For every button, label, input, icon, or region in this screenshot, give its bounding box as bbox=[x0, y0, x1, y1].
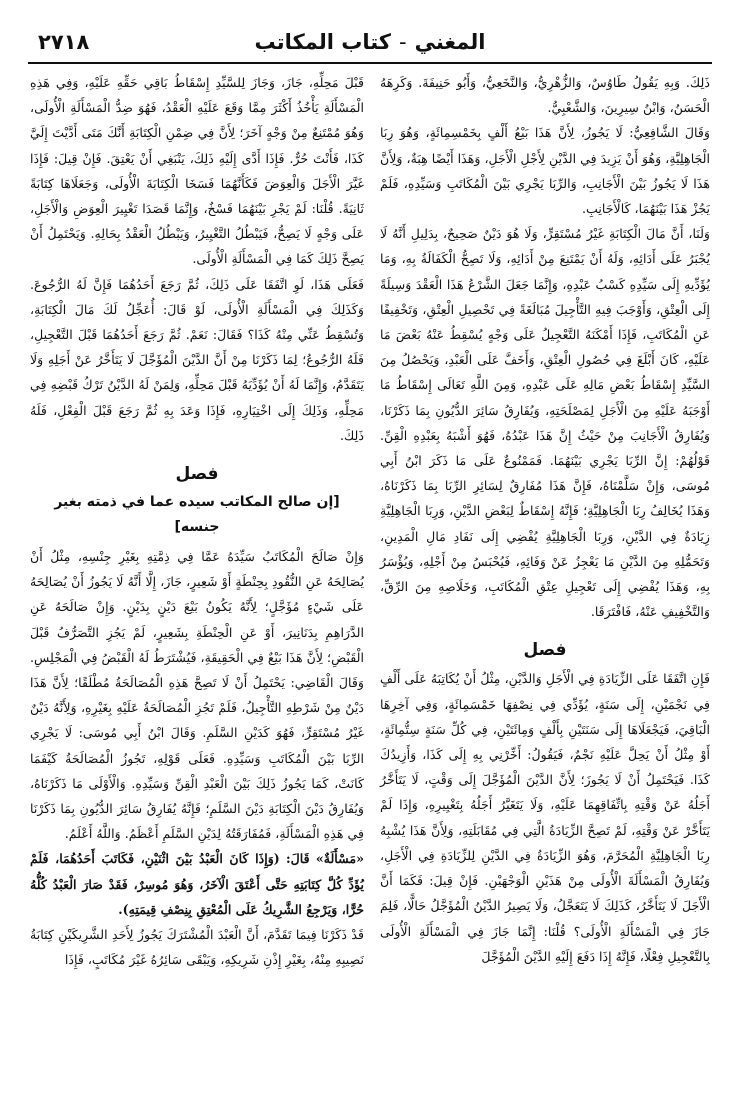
section-heading: فصل bbox=[523, 640, 567, 661]
paragraph: وَإِنْ صَالَحَ الْمُكَاتَبُ سَيِّدَهُ عَمَّا فِي ذِمَّتِهِ بِغَيْرِ جِنْسِهِ، مِثْلُ أَنْ يُصَالِحَهُ عَنِ النُّقُودِ بِحِنْطَةٍ أَوْ شَعِيرٍ، جَازَ، إِلَّا أَنَّهُ لَا يَجُوزُ أَنْ يُصَالِحَهُ عَلَى شَيْءٍ مُؤَجَّلٍ؛ لِأَنَّهُ يَكُونُ بَيْعَ دَيْنٍ بِدَيْنٍ. وَإِنْ صَالَحَهُ عَنِ الدَّرَاهِمِ بِدَنَانِيرَ، أَوْ عَنِ الْحِنْطَةِ بِشَعِيرٍ، لَمْ يَجُزِ التَّصَرُّفُ قَبْلَ الْقَبْضِ؛ لِأَنَّ هَذَا بَيْعٌ فِي الْحَقِيقَةِ، فَيُشْتَرَطُ لَهُ الْقَبْضُ فِي الْمَجْلِسِ. وَقَالَ الْقَاضِي: يَحْتَمِلُ أَنْ لَا تَصِحَّ هَذِهِ الْمُصَالَحَةُ مُطْلَقًا؛ لِأَنَّ هَذَا دَيْنٌ مِنْ شَرْطِهِ التَّأْجِيلُ، فَلَمْ تَجُزِ الْمُصَالَحَةُ عَلَيْهِ بِغَيْرِهِ، وَلِأَنَّهُ دَيْنٌ غَيْرُ مُسْتَقِرٍّ، فَهُوَ كَدَيْنِ السَّلَمِ. وَقَالَ ابْنُ أَبِي مُوسَى: لَا يَجْرِي الرِّبَا بَيْنَ الْمُكَاتَبِ وَسَيِّدِهِ. فَعَلَى قَوْلِهِ، تَجُوزُ الْمُصَالَحَةُ كَيْفَمَا كَانَتْ، كَمَا يَجُوزُ ذَلِكَ بَيْنَ الْعَبْدِ الْقِنِّ وَسَيِّدِهِ. وَالْأَوْلَى مَا ذَكَرْنَاهُ، وَيُفَارِقُ دَيْنَ الْكِتَابَةِ دَيْنَ السَّلَمِ؛ فَإِنَّهُ يُفَارِقُ سَائِرَ الدُّيُونِ بِمَا ذَكَرْنَا فِي هَذِهِ الْمَسْأَلَةِ، فَمُفَارَقَتُهُ لِدَيْنِ السَّلَمِ أَعْظَمُ. وَاللَّهُ أَعْلَمُ. bbox=[30, 549, 364, 842]
right-column bbox=[380, 70, 710, 1078]
paragraph: وَقَالَ الشَّافِعِيُّ: لَا يَجُوزُ، لِأَنَّ هَذَا بَيْعُ أَلْفٍ بِخَمْسِمِائَةٍ، وَهُوَ رِبَا الْجَاهِلِيَّةِ، وَهُوَ أَنْ يَزِيدَ فِي الدَّيْنِ لِأَجْلِ الْأَجَلِ، وَهَذَا أَيْضًا هِبَةٌ، وَلِأَنَّ هَذَا لَا يَجُوزُ بَيْنَ الْأَجَانِبِ، وَالرِّبَا يَجْرِي بَيْنَ الْمُكَاتَبِ وَسَيِّدِهِ، فَلَمْ يَجُزْ هَذَا بَيْنَهُمَا، كَالْأَجَانِبِ. bbox=[380, 125, 710, 217]
masala-qala: قَالَ: bbox=[285, 851, 310, 867]
paragraph: قَبْلَ مَحِلِّهِ، جَازَ، وَجَازَ لِلسَّيِّدِ إِسْقَاطُ بَاقِي حَقِّهِ عَلَيْهِ، وَفِي هَذِهِ الْمَسْأَلَةِ يَأْخُذُ أَكْثَرَ مِمَّا وَقَعَ عَلَيْهِ الْعَقْدُ، فَهُوَ ضِدُّ الْمَسْأَلَةِ الْأُولَى، وَهُوَ مُمْتَنِعٌ مِنْ وَجْهٍ آخَرَ؛ لِأَنَّ فِي ضِمْنِ الْكِتَابَةِ أَنَّكَ مَتَى أَدَّيْتَ إِلَيَّ كَذَا، فَأَنْتَ حُرٌّ. فَإِذَا أَدَّى إِلَيْهِ ذَلِكَ، يَنْبَغِي أَنْ يَعْتِقَ. فَإِنْ قِيلَ: فَإِذَا غَيَّرَ الْأَجَلَ وَالْعِوَضَ فَكَأَنَّهُمَا فَسَخَا الْكِتَابَةَ الْأُولَى، وَجَعَلَاهَا كِتَابَةً ثَانِيَةً. قُلْنَا: لَمْ يَجْرِ بَيْنَهُمَا فَسْخٌ، وَإِنَّمَا قَصَدَا تَغْيِيرَ الْعِوَضِ وَالْأَجَلِ، عَلَى وَجْهٍ لَا يَصِحُّ، فَيَبْطُلُ التَّغْيِيرُ، وَيَبْطُلُ الْعَقْدُ بِحَالِهِ. وَيَحْتَمِلُ أَنْ يَصِحَّ ذَلِكَ كَمَا فِي الْمَسْأَلَةِ الْأُولَى. bbox=[30, 75, 364, 267]
subsection-heading: [إن صالح المكاتب سيده عما في ذمته بغير جنسه] bbox=[54, 494, 340, 536]
page-header bbox=[28, 28, 712, 64]
masala-label: «مَسْأَلَةٌ» bbox=[315, 851, 364, 867]
paragraph: فَعَلَى هَذَا، لَوِ اتَّفَقَا عَلَى ذَلِكَ، ثُمَّ رَجَعَ أَحَدُهُمَا فَإِنَّ لَهُ الرُّجُوعَ. وَكَذَلِكَ فِي الْمَسْأَلَةِ الْأُولَى، لَوْ قَالَ: أُعَجِّلُ لَكَ مَالَ الْكِتَابَةِ، وَتُسْقِطُ عَنِّي مِنْهُ كَذَا؟ فَقَالَ: نَعَمْ. ثُمَّ رَجَعَ أَحَدُهُمَا قَبْلَ التَّعْجِيلِ، فَلَهُ الرُّجُوعُ؛ لِمَا ذَكَرْنَا مِنْ أَنَّ الدَّيْنَ الْمُؤَجَّلَ لَا يَتَأَخَّرُ عَنْ أَجَلِهِ وَلَا يَتَقَدَّمُ، وَإِنَّمَا لَهُ أَنْ يُؤَدِّيَهُ قَبْلَ مَحِلِّهِ، وَلِمَنْ لَهُ الدَّيْنُ تَرْكُ قَبْضِهِ فِي مَحِلِّهِ، وَذَلِكَ إِلَى اخْتِيَارِهِ، فَإِذَا وَعَدَ بِهِ ثُمَّ رَجَعَ قَبْلَ الْفِعْلِ، فَلَهُ ذَلِكَ. bbox=[30, 276, 364, 443]
left-column bbox=[30, 70, 364, 1078]
paragraph: وَلَنَا، أَنَّ مَالَ الْكِتَابَةِ غَيْرُ مُسْتَقِرٍّ، وَلَا هُوَ دَيْنٌ صَحِيحٌ، بِدَلِيلِ أَنَّهُ لَا يُجْبَرُ عَلَى أَدَائِهِ، وَلَهُ أَنْ يَمْتَنِعَ مِنْ أَدَائِهِ، وَلَا تَصِحُّ الْكَفَالَةُ بِهِ، وَمَا يُؤَدِّيهِ إِلَى سَيِّدِهِ كَسْبُ عَبْدِهِ، وَإِنَّمَا جَعَلَ الشَّرْعُ هَذَا الْعَقْدَ وَسِيلَةً إِلَى الْعِتْقِ، وَأَوْجَبَ فِيهِ التَّأْجِيلَ مُبَالَغَةً فِي تَحْصِيلِ الْعِتْقِ، وَتَخْفِيفًا عَنِ الْمُكَاتَبِ، فَإِذَا أَمْكَنَهُ التَّعْجِيلُ عَلَى وَجْهٍ يُسْقِطُ عَنْهُ بَعْضَ مَا عَلَيْهِ، كَانَ أَبْلَغَ فِي حُصُولِ الْعِتْقِ، وَأَخَفَّ عَلَى الْعَبْدِ، وَيَحْصُلُ مِنَ السَّيِّدِ إِسْقَاطُ بَعْضِ مَالِهِ عَلَى عَبْدِهِ، وَمِنَ اللَّهِ تَعَالَى إِسْقَاطُ مَا أَوْجَبَهُ عَلَيْهِ مِنَ الْأَجَلِ لِمَصْلَحَتِهِ، وَيُفَارِقُ سَائِرَ الدُّيُونِ بِمَا ذَكَرْنَا، وَيُفَارِقُ الْأَجَانِبَ مِنْ حَيْثُ إِنَّ هَذَا عَبْدُهُ، فَهُوَ أَشْبَهُ بِعَبْدِهِ الْقِنِّ. قَوْلُهُمْ: إِنَّ الرِّبَا يَجْرِي بَيْنَهُمَا. فَمَمْنُوعٌ عَلَى مَا ذَكَرَ ابْنُ أَبِي مُوسَى، وَإِنْ سَلَّمْنَاهُ، فَإِنَّ هَذَا مُفَارِقٌ لِسَائِرِ الرِّبَا بِمَا ذَكَرْنَاهُ، وَهَذَا يُخَالِفُ رِبَا الْجَاهِلِيَّةِ؛ فَإِنَّهُ إِسْقَاطٌ لِبَعْضِ الدَّيْنِ، وَرِبَا الْجَاهِلِيَّةِ زِيَادَةٌ فِي الدَّيْنِ، وَرِبَا الْجَاهِلِيَّةِ يُفْضِي إِلَى نَفَادِ مَالِ الْمَدِينِ، وَتَحَمُّلِهِ مِنَ الدَّيْنِ مَا يَعْجِزُ عَنْ وَفَائِهِ، فَيُحْبَسُ مِنْ أَجْلِهِ، وَيُؤْسَرُ بِهِ، وَهَذَا يُفْضِي إِلَى تَعْجِيلِ عِتْقِ الْمُكَاتَبِ، وَخَلَاصِهِ مِنَ الرِّقِّ، وَالتَّخْفِيفِ عَنْهُ، فَافْتَرَقَا. bbox=[380, 226, 710, 620]
book-title: المغني bbox=[414, 30, 486, 54]
masala-paragraph bbox=[30, 846, 364, 922]
masala-text: (وَإِذَا كَانَ الْعَبْدُ بَيْنَ اثْنَيْنِ، فَكَاتَبَ أَحَدُهُمَا، فَلَمْ يُؤَدِّ كُلَّ كِتَابَتِهِ حَتَّى أَعْتَقَ الْآخَرُ، وَهُوَ مُوسِرٌ، فَقَدْ صَارَ الْعَبْدُ كُلُّهُ حُرًّا، وَيَرْجِعُ الشَّرِيكُ عَلَى الْمُعْتِقِ بِنِصْفِ قِيمَتِهِ). bbox=[30, 851, 364, 917]
paragraph: ذَلِكَ. وَبِهِ يَقُولُ طَاوُسٌ، وَالزُّهْرِيُّ، وَالنَّخَعِيُّ، وَأَبُو حَنِيفَةَ. وَكَرِهَهُ الْحَسَنُ، وَابْنُ سِيرِينَ، وَالشَّعْبِيُّ. bbox=[380, 75, 710, 116]
paragraph: فَإِنِ اتَّفَقَا عَلَى الزِّيَادَةِ فِي الْأَجَلِ وَالدَّيْنِ، مِثْلُ أَنْ يُكَاتِبَهُ عَلَى أَلْفٍ فِي نَجْمَيْنِ، إِلَى سَنَةٍ، يُؤَدِّي فِي نِصْفِهَا خَمْسَمِائَةٍ، وَفِي آخِرِهَا الْبَاقِيَ، فَيَجْعَلَاهَا إِلَى سَنَتَيْنِ بِأَلْفٍ وَمِائَتَيْنِ، فِي كُلِّ سَنَةٍ سِتُّمِائَةٍ، أَوْ مِثْلُ أَنْ يَحِلَّ عَلَيْهِ نَجْمٌ، فَيَقُولُ: أَخِّرْنِي بِهِ إِلَى كَذَا، وَأَزِيدُكَ كَذَا. فَيَحْتَمِلُ أَنْ لَا يَجُوزَ؛ لِأَنَّ الدَّيْنَ الْمُؤَجَّلَ إِلَى وَقْتٍ، لَا يَتَأَخَّرُ أَجَلُهُ عَنْ وَقْتِهِ بِاتِّفَاقِهِمَا عَلَيْهِ، وَلَا يَتَغَيَّرُ أَجَلُهُ بِتَغْيِيرِهِ، وَإِذَا لَمْ يَتَأَخَّرْ عَنْ وَقْتِهِ، لَمْ تَصِحَّ الزِّيَادَةُ الَّتِي فِي مُقَابَلَتِهِ، وَلِأَنَّ هَذَا يُشْبِهُ رِبَا الْجَاهِلِيَّةِ الْمُحَرَّمَ، وَهُوَ الزِّيَادَةُ فِي الدَّيْنِ لِلزِّيَادَةِ فِي الْأَجَلِ، وَيُفَارِقُ الْمَسْأَلَةَ الْأُولَى مِنْ هَذَيْنِ الْوَجْهَيْنِ. فَإِنْ قِيلَ: فَكَمَا أَنَّ الْأَجَلَ لَا يَتَأَخَّرُ، كَذَلِكَ لَا يَتَعَجَّلُ، وَلَا يَصِيرُ الدَّيْنُ الْمُؤَجَّلُ حَالًّا، فَلِمَ جَازَ فِي الْمَسْأَلَةِ الْأُولَى؟ قُلْنَا: إِنَّمَا جَازَ فِي الْمَسْأَلَةِ الْأُولَى بِالتَّعْجِيلِ فِعْلًا، فَإِنَّهُ إِذَا دَفَعَ إِلَيْهِ الدَّيْنَ الْمُؤَجَّلَ bbox=[380, 671, 710, 964]
page-number: ٢٧١٨ bbox=[38, 30, 90, 54]
running-title bbox=[28, 30, 712, 54]
paragraph: قَدْ ذَكَرْنَا فِيمَا تَقَدَّمَ، أَنَّ الْعَبْدَ الْمُشْتَرَكَ يَجُوزُ لِأَحَدِ الشَّرِيكَيْنِ كِتَابَةُ نَصِيبِهِ مِنْهُ، بِغَيْرِ إِذْنِ شَرِيكِهِ، وَيَبْقَى سَائِرُهُ غَيْرَ مُكَاتَبٍ، فَإِذَا bbox=[30, 927, 364, 968]
section-heading: فصل bbox=[175, 464, 219, 485]
chapter-title: كتاب المكاتب bbox=[254, 30, 392, 54]
title-separator: - bbox=[399, 30, 407, 54]
